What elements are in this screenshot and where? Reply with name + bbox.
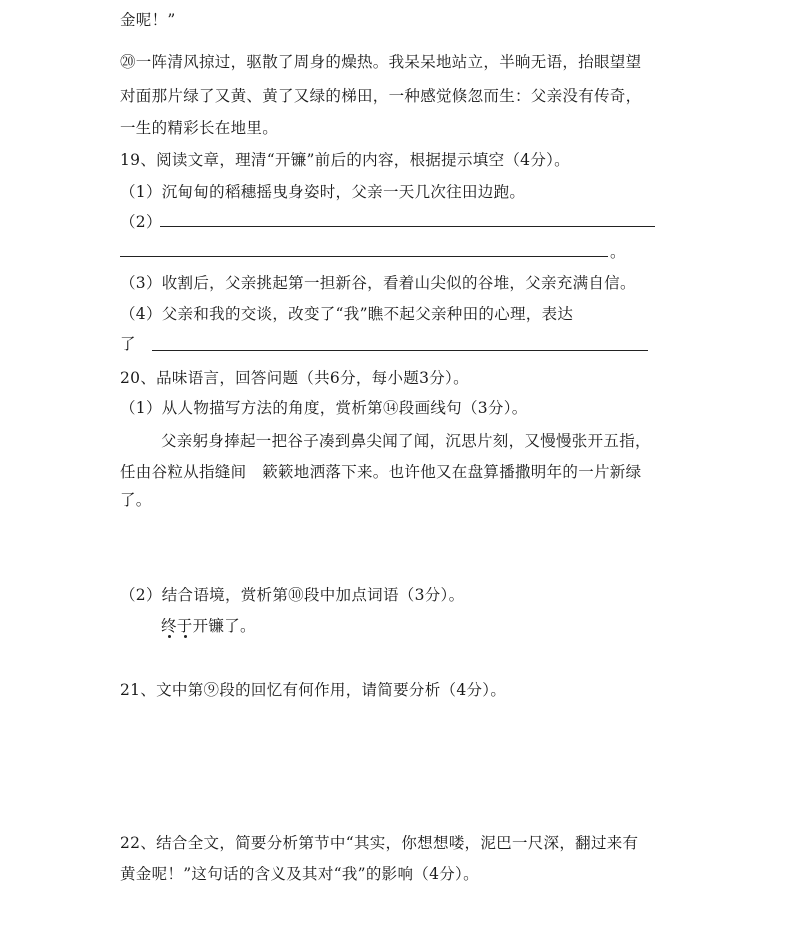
answer-blank-19-2a[interactable]	[160, 226, 655, 227]
question-19: 19、阅读文章，理清“开镰”前后的内容，根据提示填空（4分）。	[120, 151, 570, 169]
question-20-item-2: （2）结合语境，赏析第⑩段中加点词语（3分）。	[120, 586, 465, 604]
question-19-item-2-label: （2）	[120, 213, 162, 231]
passage-line-end: 金呢！”	[120, 11, 176, 29]
question-19-item-4-cont: 了	[120, 335, 136, 353]
answer-blank-19-4[interactable]	[152, 350, 648, 351]
answer-blank-19-2b[interactable]	[120, 256, 608, 257]
blank-end-period: 。	[610, 243, 626, 261]
quoted-sentence-line-3: 了。	[120, 491, 152, 509]
paragraph-20-line-1: ⑳一阵清风掠过，驱散了周身的燥热。我呆呆地站立，半晌无语，抬眼望望	[120, 53, 642, 71]
emphasis-dot	[184, 635, 187, 638]
paragraph-20-line-2: 对面那片绿了又黄、黄了又绿的梯田，一种感觉倏忽而生：父亲没有传奇，	[120, 87, 642, 105]
quoted-sentence-line-2: 任由谷粒从指缝间 簌簌地洒落下来。也许他又在盘算播撒明年的一片新绿	[120, 463, 642, 481]
emphasis-dot	[168, 635, 171, 638]
dotted-phrase: 终于开镰了。	[161, 617, 256, 635]
question-22-line-1: 22、结合全文，简要分析第节中“其实，你想想喽，泥巴一尺深，翻过来有	[120, 834, 639, 852]
paragraph-20-line-3: 一生的精彩长在地里。	[120, 119, 279, 137]
question-19-item-4: （4）父亲和我的交谈，改变了“我”瞧不起父亲种田的心理，表达	[120, 305, 574, 323]
quoted-sentence-line-1: 父亲躬身捧起一把谷子凑到鼻尖闻了闻，沉思片刻，又慢慢张开五指，	[161, 432, 651, 450]
question-19-item-1: （1）沉甸甸的稻穗摇曳身姿时，父亲一天几次往田边跑。	[120, 183, 526, 201]
question-20: 20、品味语言，回答问题（共6分，每小题3分）。	[120, 369, 469, 387]
question-22-line-2: 黄金呢！”这句话的含义及其对“我”的影响（4分）。	[120, 865, 479, 883]
question-21: 21、文中第⑨段的回忆有何作用，请简要分析（4分）。	[120, 681, 507, 699]
question-19-item-3: （3）收割后，父亲挑起第一担新谷，看着山尖似的谷堆，父亲充满自信。	[120, 274, 636, 292]
question-20-item-1: （1）从人物描写方法的角度，赏析第⑭段画线句（3分）。	[120, 399, 528, 417]
